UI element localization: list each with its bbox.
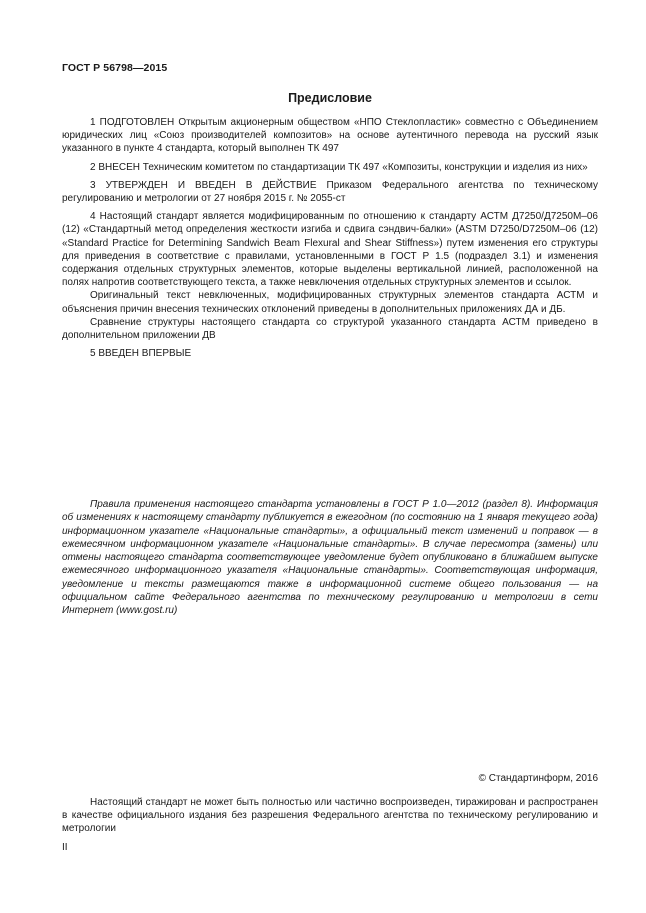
reproduction-notice [62, 796, 598, 836]
foreword-item-4-comparison: Сравнение структуры настоящего стандарта со структурой указанного стандарта АСТМ приведено в дополнительном приложении ДВ [62, 316, 598, 342]
foreword-item-2: 2 ВНЕСЕН Техническим комитетом по стандартизации ТК 497 «Композиты, конструкции и изделия из них» [90, 161, 588, 173]
foreword-item-3: 3 УТВЕРЖДЕН И ВВЕДЕН В ДЕЙСТВИЕ Приказом Федерального агентства по техническому регулированию и метрологии от 27 ноября 2015 г. № 2055-ст [62, 179, 598, 205]
page-number: II [62, 842, 68, 853]
page-title: Предисловие [288, 91, 372, 105]
foreword-item-4-original-text: Оригинальный текст невключенных, модифицированных структурных элементов стандарта АСТМ и объяснения причин внесения технических отклонений приведены в дополнительных приложениях ДА и ДБ. [62, 290, 598, 315]
copyright-line: © Стандартинформ, 2016 [478, 773, 598, 784]
foreword-item-1: 1 ПОДГОТОВЛЕН Открытым акционерным обществом «НПО Стеклопластик» совместно с Объединением юридических лиц «Союз производителей композитов» на основе аутентичного перевода на русский язык указанного в пункте 4 стандарта, который выполнен ТК 497 [62, 117, 598, 155]
foreword-item-4: 4 Настоящий стандарт является модифицированным по отношению к стандарту АСТМ Д7250/Д7250М–06 (12) «Стандартный метод определения жесткости изгиба и сдвига сэндвич-балки» (ASTM D7250/D7250M–06 (12) «Standard Practice for Determining Sandwich Beam Flexural and Shear Stiffness») путем изменения его структуры для приведения в соответствие с правилами, установленными в ГОСТ Р 1.5 (подраздел 3.1) и изменения содержания отдельных структурных элементов, которые выделены вертикальной линией, расположенной на полях напротив соответствующего текста, а также невключения отдельных структурных элементов и ссылок. [62, 211, 598, 289]
standard-designation: ГОСТ Р 56798—2015 [62, 62, 168, 74]
reproduction-text: Настоящий стандарт не может быть полностью или частично воспроизведен, тиражирован и распространен в качестве официального издания без разрешения Федерального агентства по техническому регулированию и метрологии [62, 797, 598, 835]
foreword-item-5: 5 ВВЕДЕН ВПЕРВЫЕ [90, 348, 192, 360]
foreword-body [62, 116, 598, 360]
application-rules-notice [62, 498, 598, 618]
notice-text: Правила применения настоящего стандарта установлены в ГОСТ Р 1.0—2012 (раздел 8). Информация об изменениях к настоящему стандарту публикуется в ежегодном (по состоянию на 1 января текущего года) информационном указателе «Национальные стандарты», а официальный текст изменений и поправок — в ежемесячном информационном указателе «Национальные стандарты». В случае пересмотра (замены) или отмены настоящего стандарта соответствующее уведомление будет опубликовано в ближайшем выпуске ежемесячного информационного указателя «Национальные стандарты». Соответствующая информация, уведомление и тексты размещаются также в информационной системе общего пользования — на официальном сайте Федерального агентства по техническому регулированию и метрологии в сети Интернет (www.gost.ru) [62, 499, 598, 617]
